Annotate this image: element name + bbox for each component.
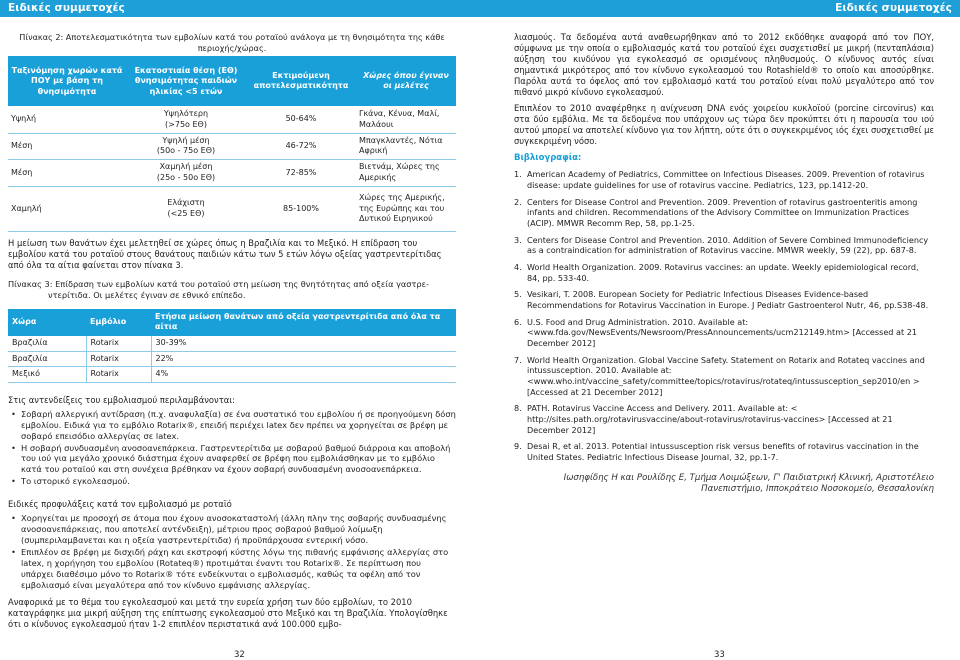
table2-header-row — [8, 56, 456, 106]
header-right-title: Ειδικές συμμετοχές — [835, 2, 952, 14]
contraindications-title: Στις αντενδείξεις του εμβολιασμού περιλαμβάνονται: — [8, 394, 235, 405]
reference-item — [514, 403, 934, 435]
mortality-paragraph: Η μείωση των θανάτων έχει μελετηθεί σε χώρες όπως η Βραζιλία και το Μεξικό. Η επίδραση του εμβολίου κατά του ροταϊού στους θανάτους παιδιών κάτω των 5 ετών λόγω οξείας γαστρεντερίτιδας από όλα τα αίτια φαίνεται στον πίνακα 3. — [8, 237, 442, 271]
authors-line-1: Ιωσηφίδης Η και Ρουλίδης Ε, Τμήμα Λοιμώξεων, Γ' Παιδιατρική Κλινική, Αριστοτέλειο — [563, 472, 934, 483]
position-range: (>75ο ΕΘ) — [165, 119, 207, 129]
special-precautions-list — [8, 513, 456, 591]
table3-header-reduction: Ετήσια μείωση θανάτων από οξεία γαστρεντερίτιδα από όλα τα αίτια — [151, 309, 456, 336]
table2-cell-class: Μέση — [8, 133, 126, 159]
table2-caption-line2: περιοχής/χώρας. — [197, 42, 267, 53]
contraindications-list — [8, 409, 456, 488]
table2-cell-position — [126, 106, 246, 133]
table2-header-effectiveness: Εκτιμούμενη αποτελεσματικότητα — [246, 56, 356, 106]
table3 — [8, 309, 456, 383]
table2-cell-effectiveness: 46-72% — [246, 133, 356, 159]
list-item: • Επιπλέον σε βρέφη με δισχιδή ράχη και εκστροφή κύστης λόγω της πιθανής εμφάνισης αλλεργίας στο latex, η χορήγηση του εμβολίου (Rotateq®) προτιμάται έναντι του Rotarix®. Σε περίπτωση που υπάρχει διαθέσιμο μόνο το Rotarix® τότε ενδείκνυται ο εμβολιασμός, καθώς τα οφέλη από τον εμβολιασμό είναι μεγαλύτερα από τον κίνδυνο εμφάνισης αλλεργίας. — [8, 547, 456, 591]
table2-cell-class: Χαμηλή — [8, 186, 126, 231]
table2-cell-effectiveness: 72-85% — [246, 159, 356, 186]
reference-item — [514, 169, 934, 190]
reference-text: Desai R, et al. 2013. Potential intussusception risk versus benefits of rotavirus vaccination in the United States. Pediatric Infectious Disease Journal, 32, pp.1-7. — [527, 441, 919, 462]
table3-caption — [8, 279, 456, 301]
reference-text: American Academy of Pediatrics, Committee on Infectious Diseases. 2009. Prevention of rotavirus disease: update guidelines for use of rotavirus vaccine. Pediatrics, 123, pp.1412-20. — [527, 169, 925, 190]
table3-cell-vaccine: Rotarix — [86, 336, 151, 351]
table2-cell-position — [126, 159, 246, 186]
table2-header-classification: Ταξινόμηση χωρών κατά ΠΟΥ με βάση τη θνησιμότητα — [8, 56, 126, 106]
table3-cell-country: Βραζιλία — [8, 351, 86, 367]
page-number-right: 33 — [714, 650, 725, 660]
table3-caption-line1: Πίνακας 3: Επίδραση των εμβολίων κατά του ροταϊού στη μείωση της θνητότητας από οξεία γαστρε- — [8, 279, 430, 290]
table2-cell-position — [126, 186, 246, 231]
references-list — [514, 169, 934, 462]
table2-cell-class: Υψηλή — [8, 106, 126, 133]
list-item: • Σοβαρή αλλεργική αντίδραση (π.χ. αναφυλαξία) σε ένα συστατικό του εμβολίου ή σε προηγούμενη δόση εμβολίου. Ειδικά για το εμβόλιο Rotarix®, επειδή περιέχει latex δεν πρέπει να χορηγείται σε βρέφη με σοβαρό επεισόδιο αλλεργίας σε latex. — [8, 409, 456, 442]
reference-item — [514, 355, 934, 398]
table2-caption — [8, 32, 456, 53]
table3-cell-reduction: 22% — [151, 351, 456, 367]
reference-item — [514, 441, 934, 462]
right-paragraph-1: λιασμούς. Τα δεδομένα αυτά αναθεωρήθηκαν από το 2012 εκδόθηκε αναφορά από τον ΠΟΥ, σύμφωνα με την οποία ο εμβολιασμός κατά του ροταϊού έχει συσχετισθεί με μικρή (πενταπλάσια) αύξηση του κινδύνου για εγκολεασμό σε ορισμένους πληθυσμούς. Ο κίνδυνος αυτός είναι σημαντικά μικρότερος από τον κίνδυνο εγκολεασμού του Rotashield® το οποίο και αποσύρθηκε. Παρόλα αυτά το όφελος από τον εμβολιασμό κατά του ροταϊού είναι πολύ μεγαλύτερο από τον πιθανό μικρό κίνδυνο εγκολεασμού. — [514, 32, 934, 98]
table-row — [8, 336, 456, 351]
table3-caption-line2: ντερίτιδα. Οι μελέτες έγιναν σε εθνικό επίπεδο. — [48, 290, 246, 301]
table3-cell-vaccine: Rotarix — [86, 367, 151, 383]
reference-item — [514, 317, 934, 349]
table3-header-row — [8, 309, 456, 336]
reference-item — [514, 289, 934, 310]
table3-cell-reduction: 4% — [151, 367, 456, 383]
table2-cell-position — [126, 133, 246, 159]
header-bar — [0, 0, 960, 17]
list-item: • Χορηγείται με προσοχή σε άτομα που έχουν ανοσοκαταστολή (άλλη πλην της σοβαρής συνδυασμένης ανοσοανεπάρκειας, που αποτελεί αντένδειξη), μέτριου προς σοβαρού βαθμού λοίμωξη (συμπεριλαμβανεται και η οξεία γαστρεντερίτιδα) ή προϋπάρχουσα εντερική νόσο. — [8, 513, 456, 546]
table2-cell-class: Μέση — [8, 159, 126, 186]
reference-number: 7. — [514, 354, 522, 365]
table-row — [8, 186, 456, 231]
reference-item — [514, 197, 934, 229]
table3-header-country: Χώρα — [8, 309, 86, 336]
references-title: Βιβλιογραφία: — [514, 152, 582, 163]
reference-number: 1. — [514, 169, 522, 180]
position-range: (50ο - 75ο ΕΘ) — [156, 146, 216, 156]
right-column — [514, 32, 934, 495]
position-range: (<25 ΕΘ) — [167, 208, 205, 218]
position-label: Χαμηλή μέση — [159, 162, 213, 172]
special-precautions-title: Ειδικές προφυλάξεις κατά τον εμβολιασμό με ροταϊό — [8, 499, 232, 510]
left-column — [8, 32, 456, 630]
reference-number: 6. — [514, 316, 522, 327]
table2 — [8, 56, 456, 232]
position-range: (25ο - 50ο ΕΘ) — [156, 172, 216, 182]
table2-header-percentile: Εκατοστιαία θέση (ΕΘ) θνησιμότητας παιδιών ηλικίας <5 ετών — [126, 56, 246, 106]
position-label: Υψηλή μέση — [162, 135, 210, 145]
reference-text: PATH. Rotavirus Vaccine Access and Delivery. 2011. Available at: < http://sites.path.org/rotavirusvaccine/about-rotavirus/rotavirus-vaccines> [Accessed at 21 December 2012] — [527, 403, 893, 435]
table3-cell-country: Μεξικό — [8, 367, 86, 383]
table2-cell-countries: Μπαγκλαντές, Νότια Αφρική — [356, 133, 456, 159]
table3-header-vaccine: Εμβόλιο — [86, 309, 151, 336]
authors-block — [514, 473, 934, 496]
table3-cell-country: Βραζιλία — [8, 336, 86, 351]
table-row — [8, 133, 456, 159]
reference-text: Vesikari, T. 2008. European Society for Pediatric Infectious Diseases Evidence-based Recommendations for Rotavirus Vaccination in Europe. J Pediatr Gastroenterol Nutr, 46, pp.S38-48. — [527, 289, 929, 310]
table-row — [8, 351, 456, 367]
position-label: Υψηλότερη — [163, 109, 209, 119]
reference-text: Centers for Disease Control and Prevention. 2009. Prevention of rotavirus gastroenteritis among infants and children. Recommendations of the Advisory Committee on Immunization Practices (ACIP). MMWR Recomm Rep, 58, pp.1-25. — [527, 196, 918, 228]
table3-cell-reduction: 30-39% — [151, 336, 456, 351]
list-item: • Το ιστορικό εγκολεασμού. — [8, 476, 456, 487]
authors-line-2: Πανεπιστήμιο, Ιπποκράτειο Νοσοκομείο, Θεσσαλονίκη — [701, 483, 934, 494]
reference-text: Centers for Disease Control and Prevention. 2010. Addition of Severe Combined Immunodeficiency as a contraindication for administration of Rotavirus vaccine. MMWR weekly, 59 (22), pp. 687-8. — [527, 234, 929, 256]
reference-text: World Health Organization. 2009. Rotavirus vaccines: an update. Weekly epidemiological record, 84, pp. 533-40. — [527, 261, 919, 283]
table2-caption-line1: Πίνακας 2: Αποτελεσματικότητα των εμβολίων κατά του ροταϊού ανάλογα με τη θνησιμότητα της κάθε — [19, 32, 445, 42]
reference-number: 5. — [514, 289, 522, 300]
table-row — [8, 367, 456, 383]
reference-item — [514, 262, 934, 283]
list-item: • Η σοβαρή συνδυασμένη ανοσοανεπάρκεια. Γαστρεντερίτιδα με σοβαρού βαθμού διάρροια και αποβολή του ιού για μεγάλο χρονικό διάστημα έχουν αναφερθεί σε βρέφη που εμβολιάσθηκαν με το εμβόλιο κατά του ροταϊού και στη συνέχεια βρέθηκαν να έχουν σοβαρή συνδυασμένη ανοσοανεπάρκεια. — [8, 443, 456, 476]
reference-text: U.S. Food and Drug Administration. 2010. Available at: <www.fda.gov/NewsEvents/Newsroom/PressAnnouncements/ucm212149.htm> [Accessed at 21 December 2012] — [527, 316, 918, 348]
reference-number: 4. — [514, 261, 522, 272]
reference-text: World Health Organization. Global Vaccine Safety. Statement on Rotarix and Rotateq vaccines and intussusception. 2010. Available at: <www.who.int/vaccine_safety/committee/topics/rotavirus/rotateq/intussusception_sep2010/en > [Accessed at 21 December 2012] — [527, 354, 925, 397]
reference-number: 9. — [514, 441, 522, 452]
table2-cell-countries: Βιετνάμ, Χώρες της Αμερικής — [356, 159, 456, 186]
reference-number: 8. — [514, 403, 522, 414]
table2-cell-countries: Χώρες της Αμερικής, της Ευρώπης και του Δυτικού Ειρηνικού — [356, 186, 456, 231]
header-left-title: Ειδικές συμμετοχές — [8, 2, 125, 14]
reference-number: 3. — [514, 234, 522, 245]
table2-cell-effectiveness: 50-64% — [246, 106, 356, 133]
table3-cell-vaccine: Rotarix — [86, 351, 151, 367]
table2-header-countries: Χώρες όπου έγιναν οι μελέτες — [356, 56, 456, 106]
position-label: Ελάχιστη — [167, 198, 205, 208]
page-number-left: 32 — [234, 650, 245, 660]
table2-cell-countries: Γκάνα, Κένυα, Μαλί, Μαλάουι — [356, 106, 456, 133]
table2-cell-effectiveness: 85-100% — [246, 186, 356, 231]
right-paragraph-2: Επιπλέον το 2010 αναφέρθηκε η ανίχνευση DNA ενός χοιρείου κυκλοϊού (porcine circovirus) και στα δύο εμβόλια. Με τα δεδομένα που υπάρχουν ως τώρα δεν προκύπτει ότι η παρουσία του ιού αυτού μπορεί να αποτελεί κίνδυνο για τον λήπτη, ούτε ότι ο συγκεκριμένος ιός έχει συσχετισθεί με συγκεκριμένη νόσο. — [514, 102, 934, 146]
reference-number: 2. — [514, 196, 522, 207]
reference-item — [514, 235, 934, 256]
table-row — [8, 106, 456, 133]
intussusception-paragraph: Αναφορικά με το θέμα του εγκολεασμού και μετά την ευρεία χρήση των δύο εμβολίων, το 2010 καταγράφηκε μια μικρή αύξηση της επίπτωσης εγκολεασμού στο Μεξικό και τη Βραζιλία. Υπολογίσθηκε ότι ο κίνδυνος εγκολεασμού ήταν 1-2 επιπλέον περιστατικά ανά 100.000 εμβο- — [8, 596, 448, 630]
table-row — [8, 159, 456, 186]
